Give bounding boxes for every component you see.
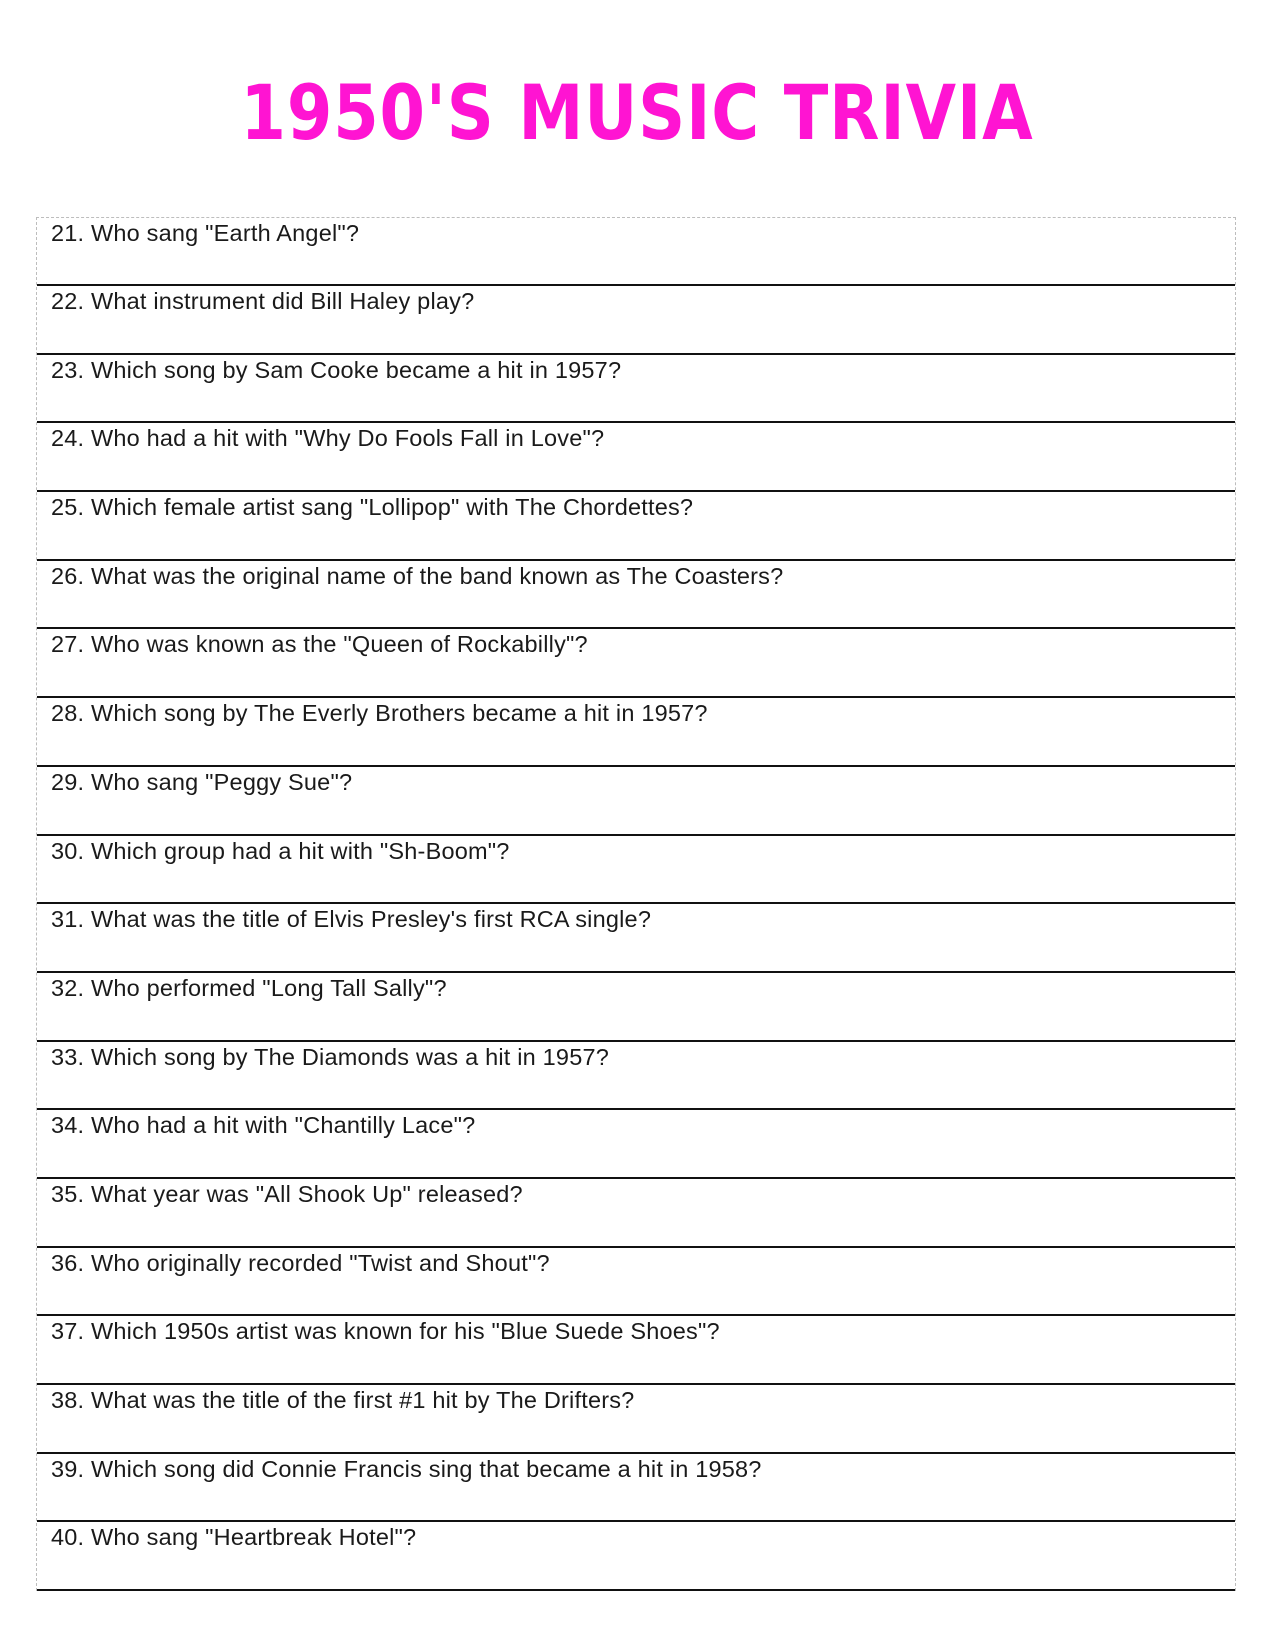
question-text: 22. What instrument did Bill Haley play?: [51, 288, 475, 314]
answer-space[interactable]: [51, 593, 1225, 624]
answer-space[interactable]: [51, 1005, 1225, 1036]
question-text: 38. What was the title of the first #1 hit by The Drifters?: [51, 1387, 635, 1413]
answer-space[interactable]: [51, 318, 1225, 349]
answer-space[interactable]: [51, 1417, 1225, 1448]
question-text: 31. What was the title of Elvis Presley's first RCA single?: [51, 906, 652, 933]
answer-space[interactable]: [51, 1074, 1225, 1105]
question-sheet: [36, 217, 1236, 1591]
question-row: [37, 1316, 1235, 1385]
page-header: [0, 68, 1275, 158]
question-text: 33. Which song by The Diamonds was a hit in 1957?: [51, 1043, 610, 1070]
question-text: 28. Which song by The Everly Brothers became a hit in 1957?: [51, 700, 708, 727]
question-text: 21. Who sang "Earth Angel"?: [51, 220, 360, 246]
question-row: [37, 1248, 1235, 1317]
question-row: [37, 767, 1235, 836]
question-row: [37, 629, 1235, 698]
question-row: [37, 286, 1235, 355]
question-text: 29. Who sang "Peggy Sue"?: [51, 768, 353, 795]
question-row: [37, 1110, 1235, 1179]
question-row: [37, 492, 1235, 561]
question-row: [37, 1042, 1235, 1111]
answer-space[interactable]: [51, 1554, 1225, 1585]
question-text: 37. Which 1950s artist was known for his "Blue Suede Shoes"?: [51, 1318, 720, 1345]
question-text: 24. Who had a hit with "Why Do Fools Fall in Love"?: [51, 425, 605, 452]
answer-space[interactable]: [51, 1142, 1225, 1173]
answer-space[interactable]: [51, 868, 1225, 899]
answer-space[interactable]: [51, 1348, 1225, 1379]
answer-space[interactable]: [51, 1486, 1225, 1517]
question-text: 34. Who had a hit with "Chantilly Lace"?: [51, 1112, 476, 1139]
question-row: [37, 1522, 1235, 1591]
question-row: [37, 698, 1235, 767]
answer-space[interactable]: [51, 936, 1225, 967]
answer-space[interactable]: [51, 524, 1225, 555]
question-row: [37, 355, 1235, 424]
question-text: 39. Which song did Connie Francis sing that became a hit in 1958?: [51, 1455, 762, 1482]
question-row: [37, 423, 1235, 492]
question-row: [37, 218, 1235, 286]
answer-space[interactable]: [51, 730, 1225, 761]
question-text: 30. Which group had a hit with "Sh-Boom"?: [51, 837, 510, 864]
question-row: [37, 1454, 1235, 1523]
answer-space[interactable]: [51, 387, 1225, 418]
question-text: 26. What was the original name of the band known as The Coasters?: [51, 562, 784, 589]
question-row: [37, 973, 1235, 1042]
question-text: 32. Who performed "Long Tall Sally"?: [51, 974, 447, 1001]
question-text: 36. Who originally recorded "Twist and Shout"?: [51, 1249, 550, 1276]
answer-space[interactable]: [51, 661, 1225, 692]
question-row: [37, 1179, 1235, 1248]
question-text: 27. Who was known as the "Queen of Rockabilly"?: [51, 631, 588, 658]
question-row: [37, 561, 1235, 630]
answer-space[interactable]: [51, 1211, 1225, 1242]
question-text: 25. Which female artist sang "Lollipop" with The Chordettes?: [51, 494, 694, 521]
question-row: [37, 904, 1235, 973]
answer-space[interactable]: [51, 799, 1225, 830]
answer-space[interactable]: [51, 455, 1225, 486]
answer-space[interactable]: [51, 250, 1225, 280]
page-title: 1950'S MUSIC TRIVIA: [240, 68, 1035, 157]
question-text: 35. What year was "All Shook Up" released?: [51, 1180, 523, 1207]
question-text: 23. Which song by Sam Cooke became a hit in 1957?: [51, 356, 622, 383]
answer-space[interactable]: [51, 1280, 1225, 1311]
question-text: 40. Who sang "Heartbreak Hotel"?: [51, 1524, 417, 1551]
question-row: [37, 836, 1235, 905]
question-row: [37, 1385, 1235, 1454]
